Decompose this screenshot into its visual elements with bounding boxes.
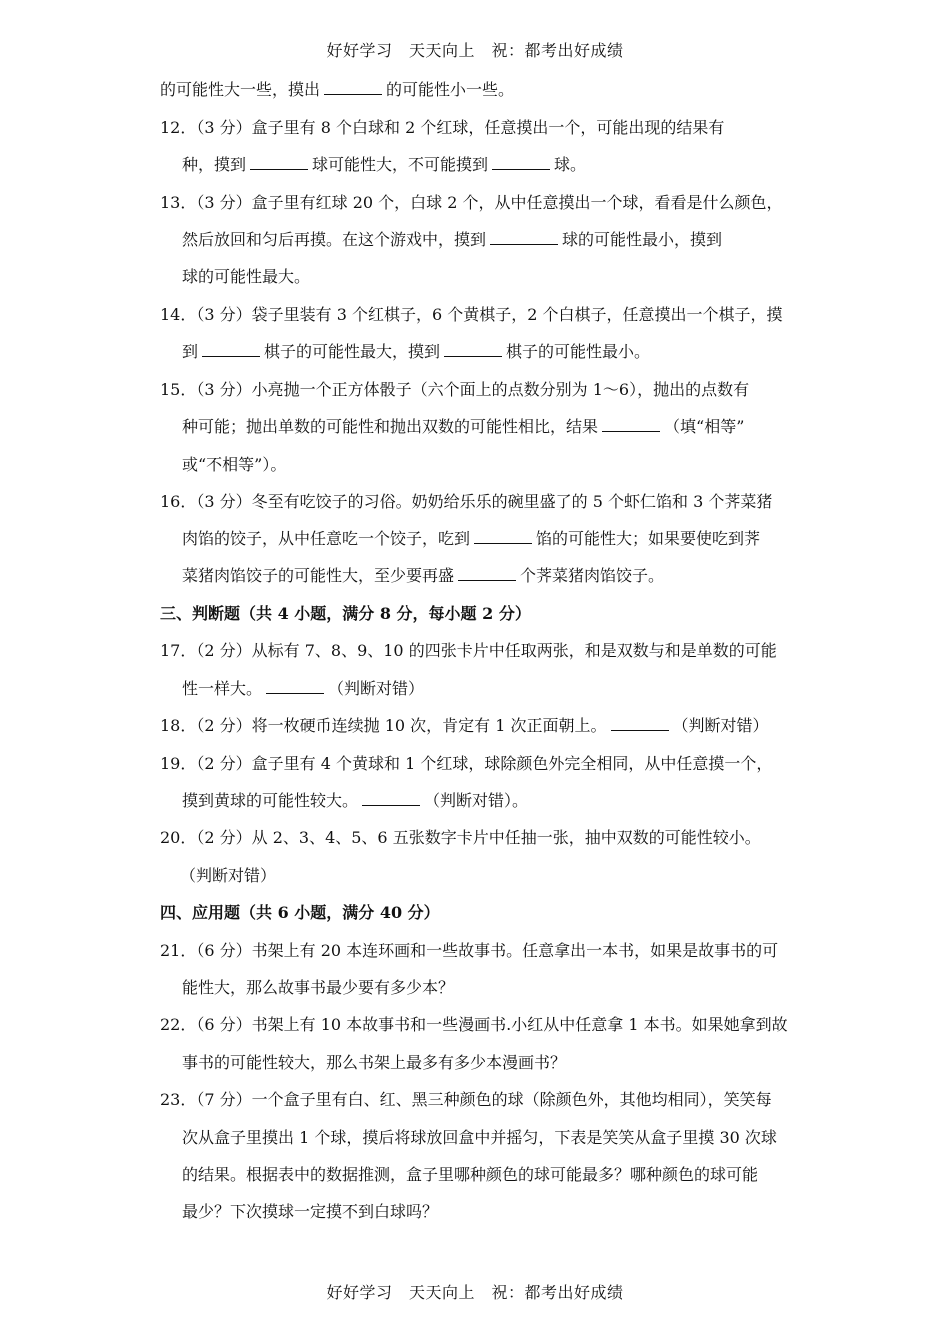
- text-fragment: 球的可能性最小，摸到: [562, 230, 723, 249]
- question-13-line-3: 球的可能性最大。: [182, 267, 311, 286]
- question-12-line-2: [182, 155, 586, 175]
- answer-blank[interactable]: [250, 157, 308, 170]
- question-22-line-2: 事书的可能性较大，那么书架上最多有多少本漫画书？: [182, 1053, 567, 1072]
- question-12-line-1: 12．（3 分）盒子里有 8 个白球和 2 个红球，任意摸出一个，可能出现的结果有: [160, 118, 725, 137]
- text-fragment: 然后放回和匀后再摸。在这个游戏中，摸到: [182, 230, 487, 249]
- question-15-line-1: 15．（3 分）小亮抛一个正方体骰子（六个面上的点数分别为 1～6），抛出的点数有: [160, 380, 750, 399]
- question-23-line-2: 次从盒子里摸出 1 个球，摸后将球放回盒中并摇匀，下表是笑笑从盒子里摸 30 次球: [182, 1128, 777, 1147]
- question-19-line-1: 19．（2 分）盒子里有 4 个黄球和 1 个红球，球除颜色外完全相同，从中任意摸一个，: [160, 754, 773, 773]
- answer-blank[interactable]: [444, 344, 502, 357]
- question-21-line-1: 21．（6 分）书架上有 20 本连环画和一些故事书。任意拿出一本书，如果是故事书的可: [160, 941, 779, 960]
- question-13-line-1: 13．（3 分）盒子里有红球 20 个，白球 2 个，从中任意摸出一个球，看看是什么颜色，: [160, 193, 783, 212]
- text-fragment: 摸到黄球的可能性较大。: [182, 791, 359, 810]
- text-fragment: 菜猪肉馅饺子的可能性大，至少要再盛: [182, 566, 455, 585]
- text-fragment: 球。: [554, 155, 587, 174]
- text-fragment: 的可能性大一些，摸出: [160, 80, 321, 99]
- question-16-line-1: 16．（3 分）冬至有吃饺子的习俗。奶奶给乐乐的碗里盛了的 5 个虾仁馅和 3 个荠菜猪: [160, 492, 773, 511]
- question-16-line-2: [182, 529, 760, 549]
- text-fragment: （判断对错）: [672, 716, 769, 735]
- text-fragment: 球可能性大，不可能摸到: [312, 155, 489, 174]
- question-21-line-2: 能性大，那么故事书最少要有多少本？: [182, 978, 455, 997]
- answer-blank[interactable]: [362, 793, 420, 806]
- question-16-line-3: [182, 566, 664, 586]
- question-20-line-1: 20．（2 分）从 2、3、4、5、6 五张数字卡片中任抽一张，抽中双数的可能性较小。: [160, 828, 761, 847]
- question-17-line-2: [182, 679, 424, 699]
- section-heading-3: 三、判断题（共 4 小题，满分 8 分，每小题 2 分）: [160, 604, 531, 623]
- question-20-line-2: （判断对错）: [180, 866, 277, 885]
- question-18-line: [160, 716, 769, 736]
- text-fragment: 棋子的可能性最小。: [506, 342, 651, 361]
- question-23-line-3: 的结果。根据表中的数据推测，盒子里哪种颜色的球可能最多？哪种颜色的球可能: [182, 1165, 759, 1184]
- text-fragment: 种可能；抛出单数的可能性和抛出双数的可能性相比，结果: [182, 417, 599, 436]
- question-13-line-2: [182, 230, 722, 250]
- answer-blank[interactable]: [490, 232, 558, 245]
- text-fragment: （填“相等”: [664, 417, 745, 436]
- question-23-line-4: 最少？下次摸球一定摸不到白球吗？: [182, 1202, 439, 1221]
- answer-blank[interactable]: [458, 568, 516, 581]
- question-14-line-2: [182, 342, 650, 362]
- answer-blank[interactable]: [492, 157, 550, 170]
- text-line: [160, 80, 514, 100]
- answer-blank[interactable]: [474, 531, 532, 544]
- question-15-line-3: 或“不相等”）。: [182, 455, 287, 474]
- text-fragment: 棋子的可能性最大，摸到: [264, 342, 441, 361]
- page-header: 好好学习 天天向上 祝：都考出好成绩: [326, 41, 624, 60]
- section-heading-4: 四、应用题（共 6 小题，满分 40 分）: [160, 903, 440, 922]
- text-fragment: （判断对错）: [328, 679, 425, 698]
- text-fragment: 的可能性小一些。: [386, 80, 515, 99]
- answer-blank[interactable]: [266, 681, 324, 694]
- text-fragment: 个荠菜猪肉馅饺子。: [520, 566, 665, 585]
- question-19-line-2: [182, 791, 528, 811]
- question-23-line-1: 23．（7 分）一个盒子里有白、红、黑三种颜色的球（除颜色外，其他均相同），笑笑每: [160, 1090, 772, 1109]
- question-14-line-1: 14．（3 分）袋子里装有 3 个红棋子，6 个黄棋子，2 个白棋子，任意摸出一个棋子，摸: [160, 305, 783, 324]
- text-fragment: 馅的可能性大；如果要使吃到荠: [536, 529, 761, 548]
- question-15-line-2: [182, 417, 744, 437]
- text-fragment: 性一样大。: [182, 679, 263, 698]
- answer-blank[interactable]: [202, 344, 260, 357]
- answer-blank[interactable]: [602, 419, 660, 432]
- text-fragment: 种，摸到: [182, 155, 247, 174]
- question-22-line-1: 22．（6 分）书架上有 10 本故事书和一些漫画书.小红从中任意拿 1 本书。如果她拿到故: [160, 1015, 788, 1034]
- text-fragment: （判断对错）。: [424, 791, 529, 810]
- answer-blank[interactable]: [611, 718, 669, 731]
- page-footer: 好好学习 天天向上 祝：都考出好成绩: [326, 1283, 624, 1302]
- answer-blank[interactable]: [324, 82, 382, 95]
- text-fragment: 18．（2 分）将一枚硬币连续抛 10 次，肯定有 1 次正面朝上。: [160, 716, 607, 735]
- text-fragment: 肉馅的饺子，从中任意吃一个饺子，吃到: [182, 529, 471, 548]
- text-fragment: 到: [182, 342, 199, 361]
- question-17-line-1: 17．（2 分）从标有 7、8、9、10 的四张卡片中任取两张，和是双数与和是单数的可能: [160, 641, 777, 660]
